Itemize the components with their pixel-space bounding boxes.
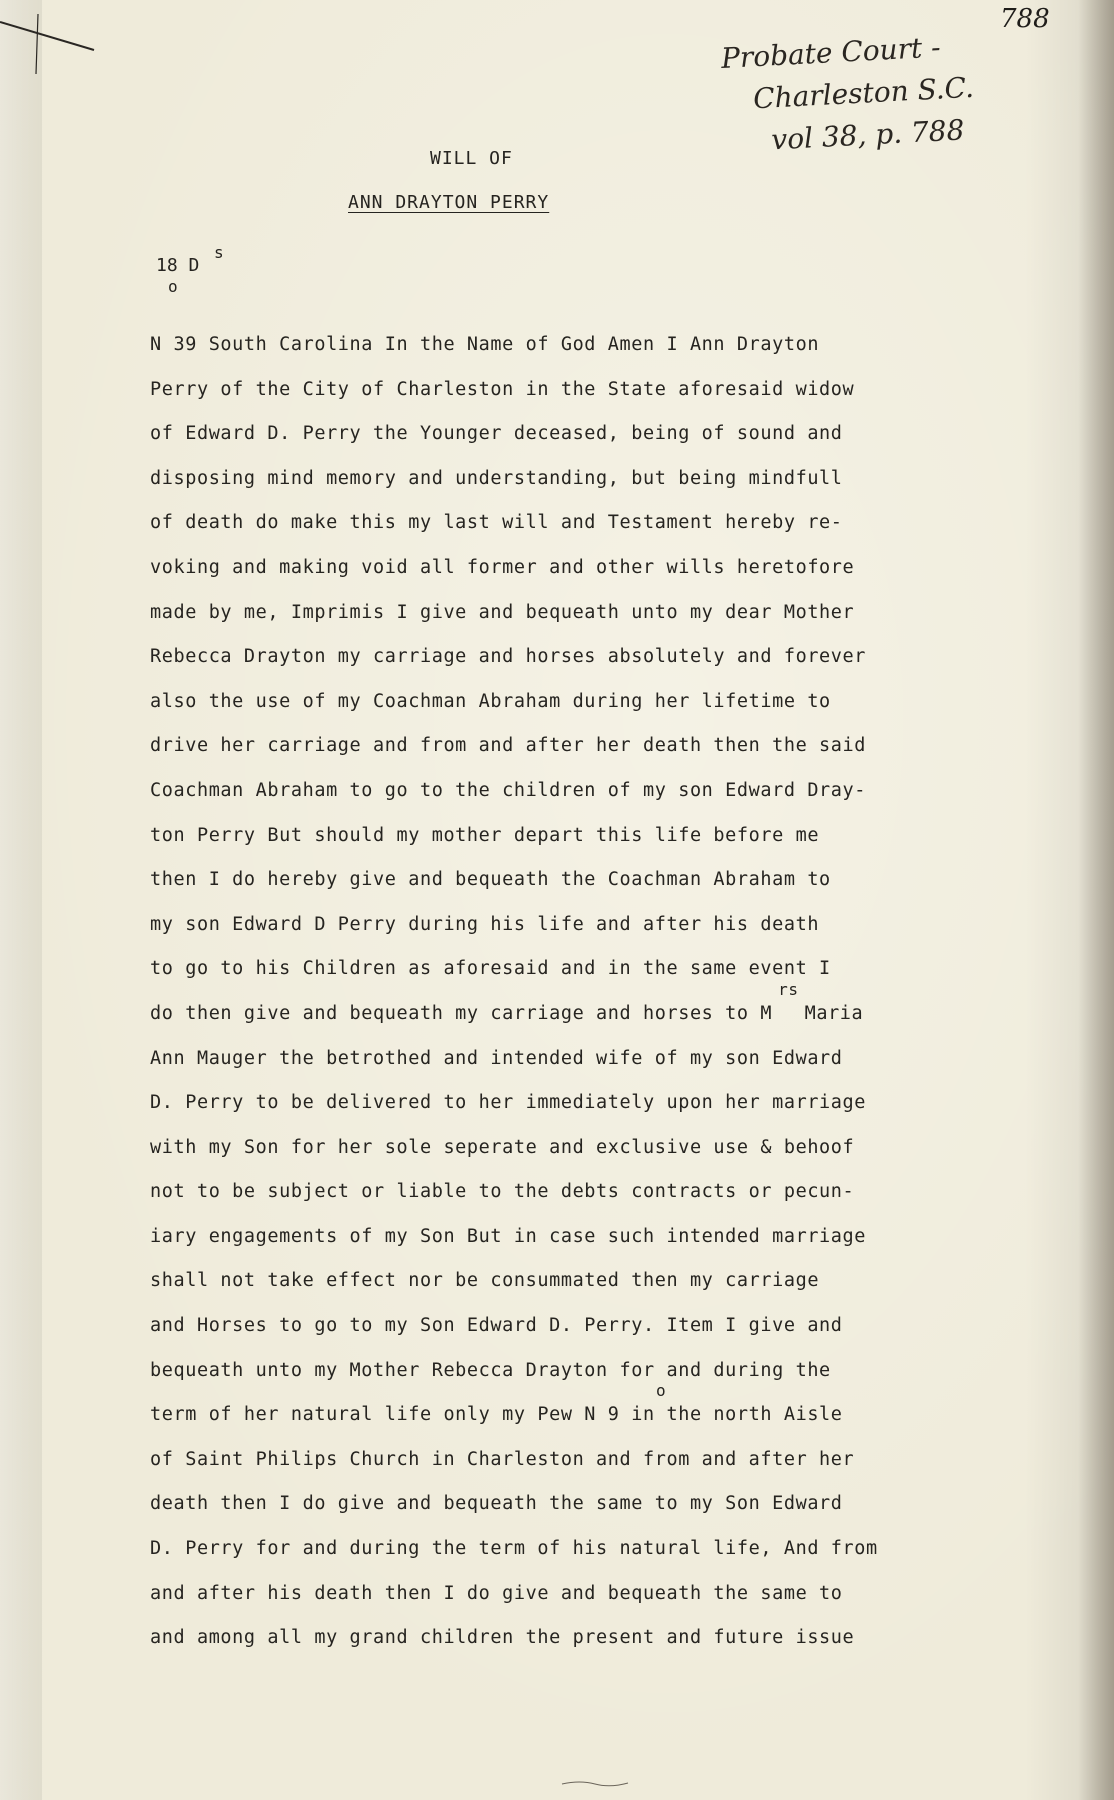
scan-artifact (560, 1778, 630, 1788)
text-line: my son Edward D Perry during his life and after his death (150, 913, 820, 935)
document-title: WILL OF (430, 148, 513, 169)
page-number: 788 (1000, 4, 1050, 34)
page-edge-shadow (1078, 0, 1114, 1800)
text-line: shall not take effect nor be consummated then my carriage (150, 1270, 820, 1292)
date-superscript-s: s (214, 243, 224, 262)
document-subject-name: ANN DRAYTON PERRY (348, 192, 550, 213)
text-line: of death do make this my last will and Testament hereby re- (150, 512, 843, 534)
date-line: 18 D (156, 255, 200, 276)
text-line: D. Perry to be delivered to her immediately upon her marriage (150, 1092, 867, 1114)
text-line: with my Son for her sole seperate and exclusive use & behoof (150, 1136, 855, 1158)
text-line: drive her carriage and from and after her death then the said (150, 735, 867, 757)
superscript-rs: rs (778, 979, 799, 999)
text-line: bequeath unto my Mother Rebecca Drayton for and during the (150, 1359, 831, 1381)
text-line: also the use of my Coachman Abraham during her lifetime to (150, 690, 831, 712)
text-line: made by me, Imprimis I give and bequeath unto my dear Mother (150, 601, 855, 623)
text-line (150, 1381, 1000, 1438)
will-body-text (150, 323, 1000, 1661)
text-line: N 39 South Carolina In the Name of God Amen I Ann Drayton (150, 334, 820, 355)
text-segment: Maria (804, 1002, 864, 1024)
date-superscript-o: o (168, 277, 178, 296)
text-line: death then I do give and bequeath the same to my Son Edward (150, 1493, 843, 1515)
text-line: then I do hereby give and bequeath the Coachman Abraham to (150, 869, 831, 891)
page-fold-shadow (0, 0, 42, 1800)
handwritten-line-1: Probate Court - (720, 30, 942, 75)
text-line: and among all my grand children the present and future issue (150, 1627, 855, 1649)
text-line: and Horses to go to my Son Edward D. Perry. Item I give and (150, 1315, 843, 1337)
text-line: Perry of the City of Charleston in the State aforesaid widow (150, 378, 855, 400)
superscript-o: o (656, 1381, 667, 1401)
text-line: iary engagements of my Son But in case such intended marriage (150, 1225, 867, 1247)
text-line: not to be subject or liable to the debts contracts or pecun- (150, 1181, 855, 1203)
text-line: voking and making void all former and other wills heretofore (150, 556, 855, 578)
text-segment: term of her natural life only my Pew N 9 in the north Aisle (150, 1404, 843, 1426)
text-line: Coachman Abraham to go to the children of my son Edward Dray- (150, 779, 867, 801)
handwritten-note (720, 22, 1026, 164)
text-line: D. Perry for and during the term of his natural life, And from (150, 1538, 878, 1560)
handwritten-line-2: Charleston S.C. (752, 70, 975, 116)
text-line (150, 979, 1000, 1037)
text-line: disposing mind memory and understanding, but being mindfull (150, 467, 843, 489)
text-line: and after his death then I do give and bequeath the same to (150, 1582, 843, 1604)
text-line: of Edward D. Perry the Younger deceased, being of sound and (150, 423, 843, 445)
handwritten-line-3: vol 38, p. 788 (770, 113, 966, 157)
text-line: ton Perry But should my mother depart this life before me (150, 824, 820, 846)
text-line: to go to his Children as aforesaid and in the same event I (150, 958, 831, 980)
date-notation (156, 243, 224, 296)
text-line: Ann Mauger the betrothed and intended wife of my son Edward (150, 1047, 843, 1069)
binding-mark (0, 14, 96, 74)
text-segment: do then give and bequeath my carriage and horses to M (150, 1002, 773, 1024)
text-line: of Saint Philips Church in Charleston and from and after her (150, 1448, 855, 1470)
text-line: Rebecca Drayton my carriage and horses absolutely and forever (150, 646, 867, 668)
